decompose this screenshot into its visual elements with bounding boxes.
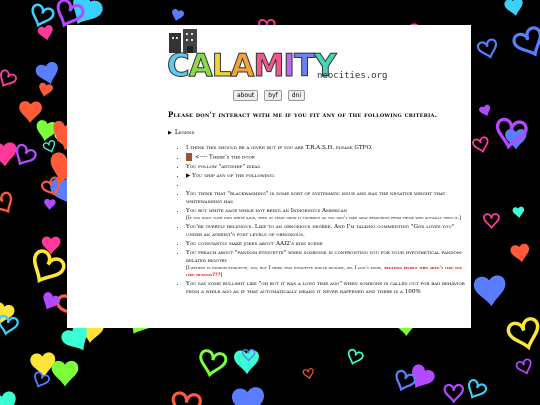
note-highlight: treating people who aren't like you like humans??? (186, 264, 463, 278)
list-item-text: You constantly make jokes about AAI2's kiss scene (186, 240, 323, 247)
heart-icon (0, 392, 18, 405)
heart-icon (479, 105, 492, 117)
list-item-text: You buy white sage while not being an Indigenous American (186, 207, 348, 214)
logo-letter: Y (314, 48, 336, 84)
logo-text (167, 49, 336, 83)
list-item[interactable] (186, 172, 468, 180)
heart-icon (197, 350, 227, 378)
heart-icon (505, 0, 524, 16)
list-item-text: I think this should be a given but if you are T.R.A.S.H. please GTFO. (186, 145, 373, 151)
heart-icon (445, 385, 463, 402)
heart-icon (67, 0, 104, 28)
heart-icon (31, 353, 55, 375)
logo-letter: A (230, 48, 254, 84)
heart-icon (233, 388, 264, 405)
door-icon (186, 153, 192, 161)
heart-icon (40, 292, 60, 311)
list-item (186, 181, 468, 189)
dni-content (168, 110, 468, 297)
heart-icon (475, 276, 506, 304)
heart-icon (511, 244, 530, 262)
logo-subtitle: neocities.org (317, 71, 388, 81)
list-item (186, 240, 468, 248)
list-item (186, 163, 468, 171)
list-item (186, 223, 468, 239)
list-item (186, 190, 468, 206)
logo-letter: M (253, 48, 284, 84)
heart-icon (20, 102, 41, 121)
note-text: [I believe in fandom etiquette, too, but I think that etiquette would include, oh, I don't know, (186, 265, 384, 271)
list-item-text: You think that "blackwashing" is some sort of systematic issue and has the negative weight that whitewashing has (186, 190, 446, 205)
list-item (186, 144, 468, 152)
note-text: ] (220, 272, 223, 278)
heart-icon (472, 136, 490, 153)
legend-toggle[interactable] (168, 129, 468, 136)
list-item-note: [If you want your own white sage, then at least grow it yourself so you don't take away resources from those who actually need it.] (186, 215, 461, 221)
heart-icon (464, 379, 487, 402)
page-heading: Please don't interact with me if you fit any of the following criteria. (168, 110, 438, 119)
list-item-text: You preach about "fandom etiquette" when someone is confronting you for your hypothetical fandom-related bigotry (186, 249, 463, 264)
nav-about-button[interactable]: about (233, 90, 258, 101)
nav-byf-button[interactable]: byf (264, 90, 281, 101)
list-item-text: You're overtly religious. Like to an obnoxious degree. And I'm talking commenting "God loves you" under an atheist's post levels of obnoxious. (186, 223, 455, 238)
heart-icon (0, 191, 17, 216)
list-item-text: <---- There's the door (195, 154, 255, 161)
page-panel (67, 25, 471, 328)
logo-letter: A (188, 48, 212, 84)
heart-icon (0, 143, 16, 165)
list-item-text: You follow "antiship" ideas (186, 163, 261, 170)
heart-icon (171, 392, 201, 405)
heart-icon (477, 39, 499, 60)
heart-icon (44, 199, 55, 209)
site-logo[interactable] (167, 29, 387, 83)
heart-icon (38, 25, 54, 40)
logo-letter: C (167, 48, 189, 84)
heart-icon (513, 207, 524, 218)
list-item (186, 153, 468, 162)
heart-icon (28, 3, 54, 28)
heart-icon (484, 214, 499, 228)
heart-icon (516, 358, 534, 375)
list-item-note (186, 265, 468, 279)
heart-icon (26, 249, 66, 288)
legend-label: Legend (174, 129, 195, 136)
logo-letter: L (211, 48, 231, 84)
logo-letter: I (283, 48, 294, 84)
heart-icon (512, 26, 540, 60)
list-item-text: You say some bullshit like "oh but it was a long time ago" when someone is called out for bad behavior from a while ago as if that automatically means it never happened and there is a 100% (186, 280, 465, 295)
heart-icon (0, 69, 17, 90)
logo-letter: T (293, 48, 315, 84)
heart-icon (346, 349, 364, 366)
criteria-list (168, 144, 468, 296)
list-item-text[interactable]: ▶ You ship any of the following: (186, 172, 275, 179)
heart-icon (36, 62, 60, 85)
heart-icon (407, 364, 435, 391)
heart-icon (171, 9, 184, 21)
heart-icon (0, 303, 14, 325)
heart-icon (38, 83, 53, 97)
heart-icon (507, 317, 540, 351)
heart-icon (31, 371, 50, 389)
list-item (186, 280, 468, 296)
heart-icon (303, 368, 315, 379)
list-item (186, 249, 468, 279)
list-item (186, 207, 468, 222)
heart-icon (43, 140, 57, 154)
nav-bar (67, 90, 471, 101)
heart-icon (53, 362, 77, 384)
nav-dni-button[interactable]: dni (288, 90, 305, 101)
disclosure-triangle-icon: ▶ (168, 130, 172, 136)
